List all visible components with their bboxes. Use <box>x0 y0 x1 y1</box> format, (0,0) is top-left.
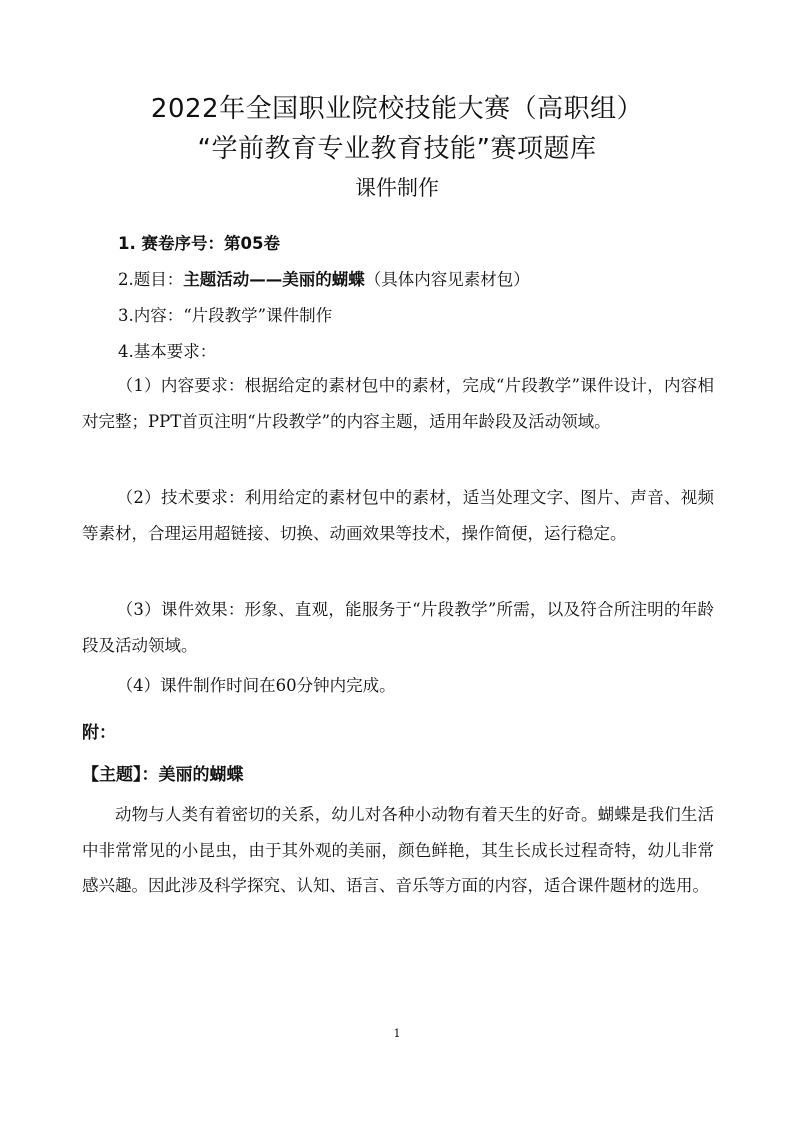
item-1-exam-number: 1. 赛卷序号：第05卷 <box>118 234 280 253</box>
theme-description: 动物与人类有着密切的关系，幼儿对各种小动物有着天生的好奇。蝴蝶是我们生活中非常常见的小昆虫，由于其外观的美丽，颜色鲜艳，其生长成长过程奇特，幼儿非常感兴趣。因此涉及科学探究、认知、语言、音乐等方面的内容，适合课件题材的选用。 <box>82 805 714 895</box>
requirement-1: （1）内容要求：根据给定的素材包中的素材，完成“片段教学”课件设计，内容相对完整；PPT首页注明“片段教学”的内容主题，适用年龄段及活动领域。 <box>82 376 714 431</box>
item-2-topic-title: 主题活动——美丽的蝴蝶 <box>183 270 365 289</box>
item-4-requirements: 4.基本要求： <box>118 342 217 361</box>
theme-heading: 【主题】：美丽的蝴蝶 <box>82 765 244 785</box>
item-2-suffix: （具体内容见素材包） <box>364 270 530 289</box>
item-2-prefix: 2.题目： <box>118 270 184 289</box>
title-line-2: “学前教育专业教育技能”赛项题库 <box>197 134 597 164</box>
appendix-label: 附： <box>82 723 116 743</box>
page-number: 1 <box>393 1027 401 1040</box>
requirement-4: （4）课件制作时间在60分钟内完成。 <box>116 676 396 695</box>
requirement-2: （2）技术要求：利用给定的素材包中的素材，适当处理文字、图片、声音、视频等素材，合理运用超链接、切换、动画效果等技术，操作简便，运行稳定。 <box>82 488 714 543</box>
item-2-topic <box>118 267 530 293</box>
title-line-1: 2022年全国职业院校技能大赛（高职组） <box>150 94 644 124</box>
requirement-3: （3）课件效果：形象、直观，能服务于“片段教学”所需，以及符合所注明的年龄段及活动领域。 <box>82 600 714 655</box>
item-3-content: 3.内容：“片段教学”课件制作 <box>118 306 333 325</box>
subtitle: 课件制作 <box>355 176 439 200</box>
